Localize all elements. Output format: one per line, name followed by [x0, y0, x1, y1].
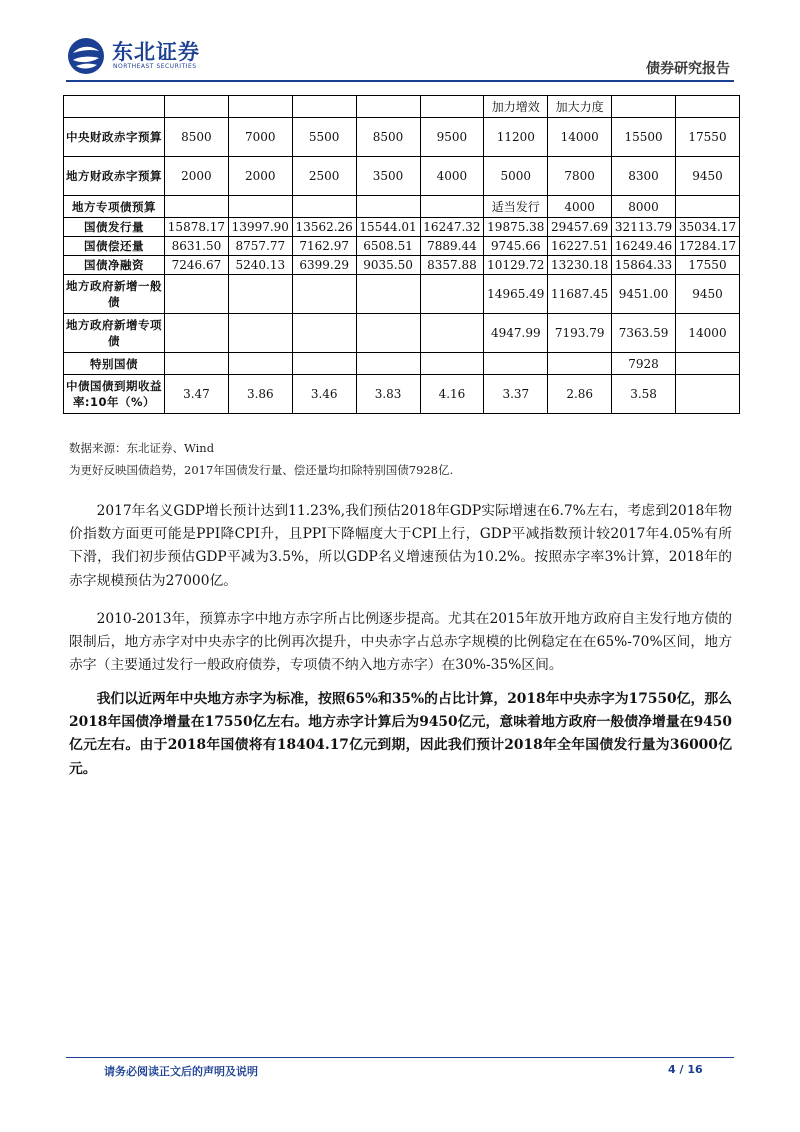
- table-row: [64, 275, 740, 314]
- table-cell: [228, 196, 292, 218]
- table-cell: 7363.59: [612, 314, 676, 353]
- table-cell: 15878.17: [165, 218, 229, 237]
- table-cell: [165, 353, 229, 375]
- row-label: 特别国债: [64, 353, 165, 375]
- row-label: 地方政府新增一般债: [64, 275, 165, 314]
- table-cell: 9745.66: [484, 237, 548, 256]
- table-cell: 8500: [356, 118, 420, 157]
- table-cell: [356, 196, 420, 218]
- table-cell: 9450: [676, 157, 740, 196]
- row-label: 国债净融资: [64, 256, 165, 275]
- header-divider: [66, 80, 734, 82]
- table-cell: 7800: [548, 157, 612, 196]
- row-label: 中债国债到期收益率:10年（%）: [64, 375, 165, 414]
- table-cell: 13562.26: [292, 218, 356, 237]
- brand-name: 东北证券: [112, 40, 200, 64]
- row-label: [64, 96, 165, 118]
- table-cell: 3.37: [484, 375, 548, 414]
- paragraph-gdp-forecast: 2017年名义GDP增长预计达到11.23%,我们预估2018年GDP实际增速在6.7%左右，考虑到2018年物价指数方面更可能是PPI降CPI升，且PPI下降幅度大于CPI上行，GDP平减指数预计较2017年4.05%有所下滑，我们初步预估GDP平减为3.5%，所以GDP名义增速预估为10.2%。按照赤字率3%计算，2018年的赤字规模预估为27000亿。: [69, 503, 732, 589]
- table-cell: 17284.17: [676, 237, 740, 256]
- table-cell: 35034.17: [676, 218, 740, 237]
- table-cell: [676, 196, 740, 218]
- row-label: 国债发行量: [64, 218, 165, 237]
- table-row: [64, 256, 740, 275]
- table-row: [64, 237, 740, 256]
- table-cell: 14000: [548, 118, 612, 157]
- table-cell: 7928: [612, 353, 676, 375]
- table-cell: 17550: [676, 118, 740, 157]
- table-cell: [165, 314, 229, 353]
- row-label: 地方财政赤字预算: [64, 157, 165, 196]
- report-type: 债券研究报告: [646, 61, 730, 77]
- brand-subtitle: NORTHEAST SECURITIES: [113, 63, 197, 70]
- table-cell: [420, 196, 484, 218]
- table-cell: 16227.51: [548, 237, 612, 256]
- table-row: [64, 196, 740, 218]
- table-cell: 8300: [612, 157, 676, 196]
- table-cell: 16249.46: [612, 237, 676, 256]
- table-row: [64, 96, 740, 118]
- table-cell: 3.47: [165, 375, 229, 414]
- table-cell: 4000: [420, 157, 484, 196]
- table-cell: [484, 353, 548, 375]
- table-cell: 7162.97: [292, 237, 356, 256]
- table-cell: 11687.45: [548, 275, 612, 314]
- table-cell: 3.46: [292, 375, 356, 414]
- table-cell: [228, 275, 292, 314]
- page-number: 4 / 16: [668, 1063, 703, 1076]
- table-row: [64, 218, 740, 237]
- table-row: [64, 375, 740, 414]
- table-cell: 3.58: [612, 375, 676, 414]
- table-cell: 2000: [228, 157, 292, 196]
- table-cell: [356, 96, 420, 118]
- table-cell: [356, 275, 420, 314]
- table-cell: 17550: [676, 256, 740, 275]
- table-cell: 4.16: [420, 375, 484, 414]
- table-cell: 3.83: [356, 375, 420, 414]
- table-cell: [292, 196, 356, 218]
- row-label: 地方政府新增专项债: [64, 314, 165, 353]
- row-label: 地方专项债预算: [64, 196, 165, 218]
- table-cell: 7246.67: [165, 256, 229, 275]
- table-cell: 9450: [676, 275, 740, 314]
- table-cell: 2500: [292, 157, 356, 196]
- table-cell: [292, 353, 356, 375]
- paragraph-issuance-conclusion: 我们以近两年中央地方赤字为标准，按照65%和35%的占比计算，2018年中央赤字为17550亿，那么2018年国债净增量在17550亿左右。地方赤字计算后为9450亿元，意味着地方政府一般债净增量在9450亿元左右。由于2018年国债将有18404.17亿元到期，因此我们预计2018年全年国债发行量为36000亿元。: [69, 691, 732, 777]
- table-cell: 13230.18: [548, 256, 612, 275]
- table-cell: [420, 353, 484, 375]
- northeast-securities-logo-icon: [66, 36, 106, 76]
- table-cell: [165, 96, 229, 118]
- table-cell: 29457.69: [548, 218, 612, 237]
- table-row: [64, 314, 740, 353]
- table-row: [64, 118, 740, 157]
- footer-disclaimer: 请务必阅读正文后的声明及说明: [104, 1065, 258, 1078]
- table-cell: 4947.99: [484, 314, 548, 353]
- table-cell: [420, 275, 484, 314]
- table-cell: 7193.79: [548, 314, 612, 353]
- table-cell: [548, 353, 612, 375]
- table-cell: 3500: [356, 157, 420, 196]
- table-cell: 8500: [165, 118, 229, 157]
- table-cell: [292, 275, 356, 314]
- table-cell: 11200: [484, 118, 548, 157]
- table-cell: [356, 314, 420, 353]
- table-cell: 14000: [676, 314, 740, 353]
- table-cell: 加力增效: [484, 96, 548, 118]
- table-cell: 9451.00: [612, 275, 676, 314]
- page-header: [66, 30, 734, 80]
- table-cell: 加大力度: [548, 96, 612, 118]
- table-cell: 7000: [228, 118, 292, 157]
- table-cell: 16247.32: [420, 218, 484, 237]
- table-cell: 6399.29: [292, 256, 356, 275]
- table-cell: 8631.50: [165, 237, 229, 256]
- table-remark-note: 为更好反映国债趋势，2017年国债发行量、偿还量均扣除特别国债7928亿.: [69, 463, 454, 477]
- table-row: [64, 353, 740, 375]
- table-cell: 15500: [612, 118, 676, 157]
- table-cell: 4000: [548, 196, 612, 218]
- table-cell: 32113.79: [612, 218, 676, 237]
- table-cell: [420, 314, 484, 353]
- table-cell: [165, 196, 229, 218]
- table-cell: [228, 96, 292, 118]
- table-cell: 14965.49: [484, 275, 548, 314]
- table-row: [64, 157, 740, 196]
- table-cell: 2.86: [548, 375, 612, 414]
- table-cell: [228, 314, 292, 353]
- table-cell: 8000: [612, 196, 676, 218]
- table-cell: [676, 375, 740, 414]
- table-cell: 2000: [165, 157, 229, 196]
- paragraph-deficit-structure: 2010-2013年，预算赤字中地方赤字所占比例逐步提高。尤其在2015年放开地方政府自主发行地方债的限制后，地方赤字对中央赤字的比例再次提升，中央赤字占总赤字规模的比例稳定在在65%-70%区间，地方赤字（主要通过发行一般政府债券，专项债不纳入地方赤字）在30%-35%区间。: [69, 611, 732, 674]
- bond-data-table: [63, 95, 740, 414]
- table-cell: 15864.33: [612, 256, 676, 275]
- table-cell: 3.86: [228, 375, 292, 414]
- table-source-note: 数据来源：东北证券、Wind: [69, 441, 215, 455]
- table-cell: 15544.01: [356, 218, 420, 237]
- table-cell: [356, 353, 420, 375]
- table-cell: [165, 275, 229, 314]
- table-cell: [676, 353, 740, 375]
- table-cell: 适当发行: [484, 196, 548, 218]
- table-cell: [292, 96, 356, 118]
- table-cell: 13997.90: [228, 218, 292, 237]
- table-cell: 5000: [484, 157, 548, 196]
- table-cell: 10129.72: [484, 256, 548, 275]
- table-cell: 6508.51: [356, 237, 420, 256]
- table-cell: 7889.44: [420, 237, 484, 256]
- table-cell: 9500: [420, 118, 484, 157]
- table-cell: 9035.50: [356, 256, 420, 275]
- table-cell: 19875.38: [484, 218, 548, 237]
- table-cell: [612, 96, 676, 118]
- table-cell: 8357.88: [420, 256, 484, 275]
- table-cell: [420, 96, 484, 118]
- table-cell: 5500: [292, 118, 356, 157]
- table-cell: 5240.13: [228, 256, 292, 275]
- table-cell: 8757.77: [228, 237, 292, 256]
- table-cell: [676, 96, 740, 118]
- table-cell: [292, 314, 356, 353]
- table-cell: [228, 353, 292, 375]
- row-label: 国债偿还量: [64, 237, 165, 256]
- row-label: 中央财政赤字预算: [64, 118, 165, 157]
- footer-divider: [66, 1057, 734, 1058]
